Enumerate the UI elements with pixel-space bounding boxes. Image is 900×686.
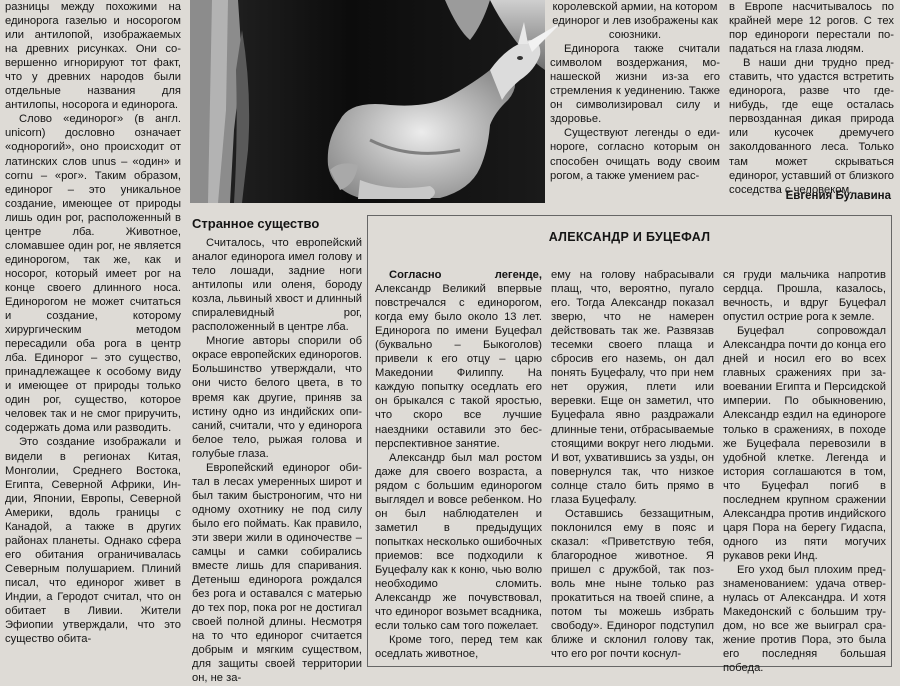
paragraph: Слово «единорог» (в англ. unicorn) дословно означает «однорогий», оно происходит от латинских слов unus – «один» и cornu – «рог». Таким образом, единорог – это уникальное создание, имеющее от природы лишь один рог, расположенный в центре лба. Животное, сломавшее один рог, не является единорогом, так же, как и носорог, который имеет рог на конце своего длинного носа. Единорогом не может считаться и создание, которому хирургическим методом пересадили оба рога в центр лба. Единорог – это существо, принадлежащее к особому виду и имеющее от природы только один рог, существо, которое человек так и не смог приручить, содержать дома или разводить.	[5, 113, 181, 435]
article-column-2	[192, 236, 362, 685]
paragraph: разницы между похожими на единорога газелью и носорогом или антилопой, изображаемых на древних рисунках. Они совершенно игнорируют тот факт, что у древних народов были отдельные названия для антилопы, носорога и единорога.	[5, 1, 181, 112]
paragraph: королевской армии, на котором единорог и лев изображены как союзники.	[552, 1, 718, 42]
author-signature: Евгения Булавина	[785, 190, 891, 202]
paragraph: Считалось, что европейский аналог единорога имел голову и тело лошади, задние ноги антилопы или оленя, бороду козла, львиный хвост и длинный спиралевидный рог, расположенный в центре лба.	[192, 237, 362, 334]
paragraph: Это создание изображали и видели в регионах Китая, Монголии, Среднего Востока, Египта, Северной Африки, Индии, Японии, Европы, Северной Америки, вдоль границы с Канадой, а также в других районах планеты. Однако сфера его обитания ограничивалась Северным полушарием. Плиний писал, что единорог живет в Индии, а Геродот считал, что он обитает в Ливии. Жители Эфиопии утверждали, что это существо обита-	[5, 436, 181, 646]
paragraph: Европейский единорог обитал в лесах умеренных широт и был таким быстроногим, что ни одному охотнику не под силу было его поймать. Как правило, эти звери жили в одиночестве – самцы и самки собирались вместе лишь для спаривания. Детеныш единорога рождался без рога и оставался с матерью до тех пор, пока рог не достигал своей полной длины. Несмотря на то что единорог считается добрым и мягким существом, для защиты своей территории он, не за-	[192, 461, 362, 685]
article-column-top-2	[550, 0, 720, 205]
paragraph: Кроме того, перед тем как оседлать животное,	[375, 634, 542, 661]
paragraph: ся груди мальчика напротив сердца. Прошла, казалось, вечность, и вдруг Буцефал опустил острие рога к земле.	[723, 269, 886, 324]
paragraph: Буцефал сопровождал Александра почти до конца его дней и носил его во всех главных сражениях при завоевании Египта и Персидской империи. По обыкновению, Александр ездил на единороге только в сражениях, в походе же Буцефала перевозили в удобной клетке. Легенда и история соглашаются в том, что Буцефал погиб в последнем крупном сражении Александра против индийского царя Пора на берегу Гидаспа, одного из пяти могучих рукавов реки Инд.	[723, 325, 886, 562]
paragraph: Многие авторы спорили об окрасе европейских единорогов. Большинство утверждали, что они чисто белого цвета, в то время как другие, приняв за истину одно из индийских описаний, считали, что у единорога белое тело, рыжая голова и голубые глаза.	[192, 335, 362, 460]
box-column-3	[723, 268, 886, 675]
paragraph: В наши дни трудно представить, что удастся встретить единорога, разве что где-нибудь, где еще осталась первозданная дикая природа или кусочек дремучего заколдованного леса. Только там может скрываться единорог, уставший от близкого соседства с человеком.	[729, 57, 894, 196]
paragraph: в Европе насчитывалось по крайней мере 12 рогов. С тех пор единороги перестали попадаться на глаза людям.	[729, 1, 894, 56]
box-column-1	[375, 268, 542, 668]
article-column-1	[5, 0, 181, 670]
box-column-2	[551, 268, 714, 668]
paragraph: ему на голову набрасывали плащ, что, вероятно, пугало его. Тогда Александр показал зверю, что не намерен действовать так же. Развязав тесемки своего плаща и сбросив его наземь, он дал понять Буцефалу, что при нем нет оружия, плети или веревки. Еще он заметил, что Буцефала явно раздражали длинные тени, отбрасываемые стоящими вокруг него людьми. И вот, ухватившись за узды, он повернулся так, что низкое солнце стало бить прямо в глаза Буцефалу.	[551, 269, 714, 506]
unicorn-photo-illustration	[190, 0, 545, 203]
sidebar-box-title: АЛЕКСАНДР И БУЦЕФАЛ	[548, 230, 711, 244]
lead-in: Согласно легенде,	[389, 269, 542, 281]
paragraph: Единорога также считали символом воздержания, монашеской жизни из-за его стремления к уединению. Также он символизировал силу и здоровье.	[550, 43, 720, 126]
paragraph: Его уход был плохим предзнаменованием: удача отвернулась от Александра. И хотя Македонский с большим трудом, но все же выиграл сражение против Пора, это была его последняя большая победа.	[723, 563, 886, 675]
paragraph: Александр был мал ростом даже для своего возраста, а рядом с большим единорогом выглядел и вовсе ребенком. Но он был наблюдателен и заметил в предыдущих попытках несколько ошибочных приемов: все подходили к Буцефалу как к коню, чью волю необходимо сломить. Александр же почувствовал, что единорог возьмет всадника, если только сам того пожелает.	[375, 451, 542, 633]
section-headline: Странное существо	[192, 216, 320, 231]
paragraph: Александр Великий впервые повстречался с единорогом, когда ему было около 13 лет. Единорога по имени Буцефал (буквально – Быкоголов) привели к его отцу – царю Македонии Филиппу. На каждую попытку оседлать его он брыкался с такой яростью, что скоро все лучшие наездники оставили это бесперспективное занятие.	[375, 283, 542, 450]
paragraph: Существуют легенды о единороге, согласно которым он способен очищать воду своим рогом, а также умением рас-	[550, 127, 720, 182]
unicorn-photo	[190, 0, 545, 203]
paragraph: Оставшись беззащитным, поклонился ему в пояс и сказал: «Приветствую тебя, благородное животное. Я пришел с дружбой, так позволь мне ныне только раз прокатиться на твоей спине, а потом ты можешь избрать свободу». Единорог подступил ближе и склонил голову так, что его рог почти коснул-	[551, 507, 714, 661]
